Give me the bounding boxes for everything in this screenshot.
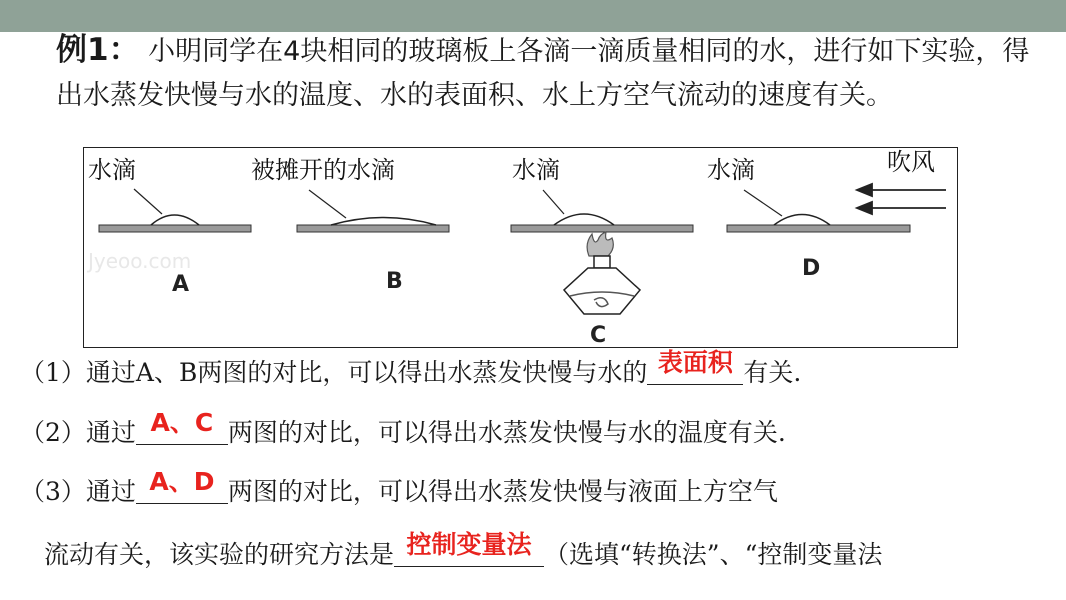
water-drop-c xyxy=(554,214,614,225)
water-drop-b xyxy=(331,218,436,226)
intro-paragraph xyxy=(56,28,1046,118)
water-drop-a xyxy=(151,215,199,225)
caption-d: D xyxy=(802,256,821,281)
glass-plate-b xyxy=(297,225,449,232)
glass-plate-d xyxy=(727,225,910,232)
label-b-drop: 被摊开的水滴 xyxy=(251,156,395,184)
question-1 xyxy=(20,348,802,390)
caption-c: C xyxy=(590,323,607,347)
question-3-prefix: （3）通过 xyxy=(20,477,136,506)
pointer-a xyxy=(134,189,162,214)
answer-1: 表面积 xyxy=(657,348,733,377)
experiment-diagram xyxy=(84,148,957,347)
glass-plate-c xyxy=(511,225,693,232)
caption-b: B xyxy=(386,269,403,294)
glass-plate-a xyxy=(99,225,251,232)
question-2-prefix: （2）通过 xyxy=(20,418,136,447)
intro-text: 小明同学在4块相同的玻璃板上各滴一滴质量相同的水，进行如下实验，得出水蒸发快慢与水的温度、水的表面积、水上方空气流动的速度有关。 xyxy=(56,36,1030,111)
example-label: 例1： xyxy=(56,32,140,68)
question-2-suffix: 两图的对比，可以得出水蒸发快慢与水的温度有关. xyxy=(227,418,786,447)
watermark: Jyeoo.com xyxy=(88,249,192,273)
question-3b-suffix: （选填“转换法”、“控制变量法 xyxy=(544,540,883,569)
answer-blank-1[interactable] xyxy=(647,348,743,385)
answer-3: A、D xyxy=(149,467,215,496)
caption-a: A xyxy=(172,272,190,297)
pointer-c xyxy=(543,190,564,214)
answer-blank-3[interactable] xyxy=(136,467,228,504)
question-1-suffix: 有关. xyxy=(743,358,802,387)
question-3b-prefix: 流动有关，该实验的研究方法是 xyxy=(44,540,395,569)
answer-blank-4[interactable] xyxy=(394,530,544,567)
label-wind: 吹风 xyxy=(887,148,935,176)
question-3 xyxy=(20,467,778,509)
label-d-drop: 水滴 xyxy=(707,156,755,184)
label-a-drop: 水滴 xyxy=(88,156,136,184)
question-2 xyxy=(20,408,786,450)
question-3-continued xyxy=(44,530,883,572)
experiment-figure xyxy=(83,147,958,348)
answer-4: 控制变量法 xyxy=(406,530,532,559)
water-drop-d xyxy=(774,215,830,226)
alcohol-lamp-icon xyxy=(564,256,640,314)
question-3-suffix: 两图的对比，可以得出水蒸发快慢与液面上方空气 xyxy=(227,477,778,506)
label-c-drop: 水滴 xyxy=(512,156,560,184)
pointer-d xyxy=(744,190,782,216)
wind-arrows-icon xyxy=(857,184,946,214)
question-1-prefix: （1）通过A、B两图的对比，可以得出水蒸发快慢与水的 xyxy=(20,358,648,387)
flame-icon xyxy=(587,232,613,256)
pointer-b xyxy=(309,190,346,218)
answer-2: A、C xyxy=(150,408,214,437)
answer-blank-2[interactable] xyxy=(136,408,228,445)
